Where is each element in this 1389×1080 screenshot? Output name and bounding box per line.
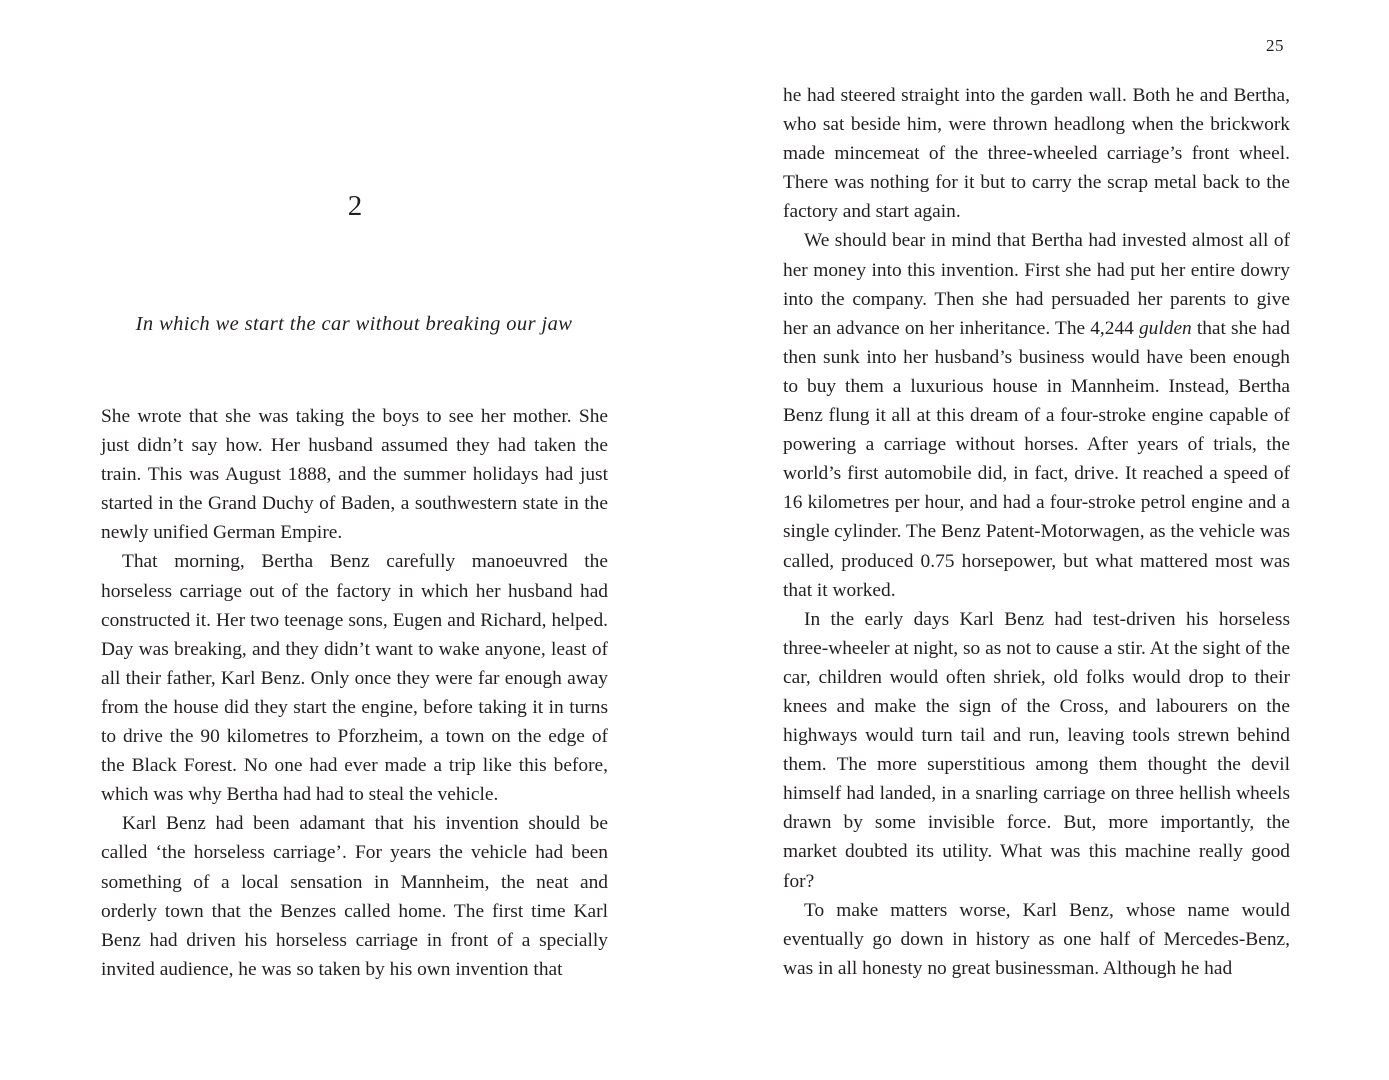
paragraph: That morning, Bertha Benz carefully manoeuvred the horseless carriage out of the factory in which her husband had constructed it. Her two teenage sons, Eugen and Richard, helped. Day was breaking, and they didn’t want to wake anyone, least of all their father, Karl Benz. Only once they were far enough away from the house did they start the engine, before taking it in turns to drive the 90 kilometres to Pforzheim, a town on the edge of the Black Forest. No one had ever made a trip like this before, which was why Bertha had had to steal the vehicle. [101,551,608,806]
chapter-subtitle: In which we start the car without breaking our jaw [135,313,573,335]
paragraph-text: that she had then sunk into her husband’s business would have been enough to buy them a luxurious house in Mannheim. Instead, Bertha Benz flung it all at this dream of a four-stroke engine capable of powering a carriage without horses. After years of trials, the world’s first automobile did, in fact, drive. It reached a speed of 16 kilometres per hour, and had a four-stroke petrol engine and a single cylinder. The Benz Patent-Motorwagen, as the vehicle was called, produced 0.75 horsepower, but what mattered most was that it worked. [783,317,1290,601]
paragraph-text: We should bear in mind that Bertha had invested almost all of her money into this invention. First she had put her entire dowry into the company. Then she had persuaded her parents to give her an advance on her inheritance. The 4,244 [783,230,1290,339]
paragraph: She wrote that she was taking the boys to see her mother. She just didn’t say how. Her husband assumed they had taken the train. This was August 1888, and the summer holidays had just started in the Grand Duchy of Baden, a southwestern state in the newly unified German Empire. [101,406,608,544]
paragraph [783,226,1290,604]
left-page [0,0,694,1080]
paragraph: In the early days Karl Benz had test-driven his horseless three-wheeler at night, so as not to cause a stir. At the sight of the car, children would often shriek, old folks would drop to their knees and make the sign of the Cross, and labourers on the highways would turn tail and run, leaving tools strewn behind them. The more superstitious among them thought the devil himself had landed, in a snarling carriage on three hellish wheels drawn by some invisible force. But, more importantly, the market doubted its utility. What was this machine really good for? [783,608,1290,892]
left-page-body [101,402,608,984]
paragraph: he had steered straight into the garden wall. Both he and Bertha, who sat beside him, were thrown headlong when the brickwork made mincemeat of the three-wheeled carriage’s front wheel. There was nothing for it but to carry the scrap metal back to the factory and start again. [783,85,1290,223]
page-number: 25 [1266,36,1284,55]
chapter-number: 2 [347,190,363,222]
right-page-body [783,81,1290,983]
italic-term: gulden [1138,317,1192,339]
paragraph: Karl Benz had been adamant that his invention should be called ‘the horseless carriage’. For years the vehicle had been something of a local sensation in Mannheim, the neat and orderly town that the Benzes called home. The first time Karl Benz had driven his horseless carriage in front of a specially invited audience, he was so taken by his own invention that [101,813,608,980]
paragraph: To make matters worse, Karl Benz, whose name would eventually go down in history as one half of Mercedes-Benz, was in all honesty no great businessman. Although he had [783,899,1290,979]
right-page [694,0,1389,1080]
